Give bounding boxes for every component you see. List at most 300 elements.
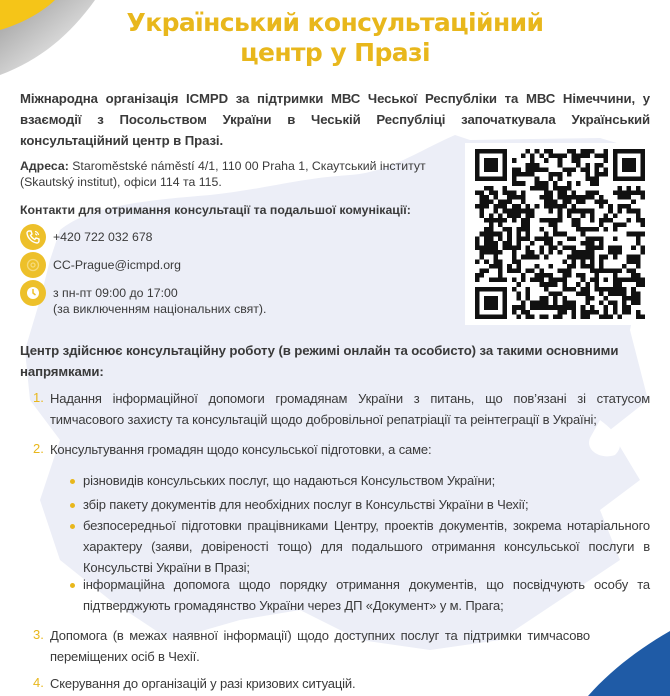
qr-module: [516, 181, 521, 186]
qr-module: [480, 209, 485, 214]
qr-module: [608, 314, 613, 319]
qr-module: [516, 291, 521, 296]
qr-module: [627, 259, 632, 264]
qr-module: [484, 314, 489, 319]
qr-module: [512, 158, 517, 163]
qr-module: [521, 181, 526, 186]
qr-module: [521, 218, 526, 223]
qr-module: [516, 167, 521, 172]
qr-module: [594, 236, 599, 241]
address-value: Staroměstské náměstí 4/1, 110 00 Praha 1, Скаутський інститут (Skautský institut), офіси 114 та 115.: [20, 159, 426, 189]
qr-module: [549, 273, 554, 278]
qr-module: [558, 305, 563, 310]
qr-module: [636, 282, 641, 287]
qr-module: [526, 227, 531, 232]
qr-module: [599, 264, 604, 269]
qr-module: [567, 287, 572, 292]
email-address[interactable]: CC-Prague@icmpd.org: [53, 258, 181, 272]
qr-module: [521, 305, 526, 310]
qr-module: [530, 255, 535, 260]
qr-module: [480, 250, 485, 255]
qr-module: [590, 268, 595, 273]
qr-module: [585, 291, 590, 296]
qr-module: [608, 301, 613, 306]
qr-module: [613, 223, 618, 228]
qr-module: [493, 301, 498, 306]
qr-module: [530, 186, 535, 191]
qr-module: [535, 301, 540, 306]
qr-module: [503, 190, 508, 195]
contact-phone: [20, 224, 153, 250]
qr-module: [581, 291, 586, 296]
qr-module: [585, 172, 590, 177]
qr-module: [498, 314, 503, 319]
qr-module: [516, 259, 521, 264]
email-at-icon: [20, 252, 46, 278]
qr-module: [594, 181, 599, 186]
qr-module: [604, 218, 609, 223]
qr-module: [562, 296, 567, 301]
qr-module: [489, 149, 494, 154]
qr-module: [571, 204, 576, 209]
qr-module: [585, 177, 590, 182]
qr-module: [521, 195, 526, 200]
qr-module: [613, 158, 618, 163]
qr-module: [549, 154, 554, 159]
qr-module: [599, 172, 604, 177]
qr-module: [475, 177, 480, 182]
qr-module: [530, 209, 535, 214]
qr-module: [617, 278, 622, 283]
qr-module: [493, 195, 498, 200]
qr-module: [480, 190, 485, 195]
qr-module: [590, 310, 595, 315]
qr-module: [493, 296, 498, 301]
phone-number[interactable]: +420 722 032 678: [53, 230, 153, 244]
qr-module: [640, 190, 645, 195]
qr-module: [576, 218, 581, 223]
qr-module: [539, 282, 544, 287]
qr-module: [530, 278, 535, 283]
qr-module: [562, 232, 567, 237]
qr-module: [484, 305, 489, 310]
qr-module: [475, 305, 480, 310]
qr-module: [498, 264, 503, 269]
qr-module: [590, 305, 595, 310]
qr-module: [640, 223, 645, 228]
qr-module: [544, 158, 549, 163]
qr-module: [571, 218, 576, 223]
qr-module: [562, 195, 567, 200]
qr-module: [484, 250, 489, 255]
qr-module: [599, 200, 604, 205]
qr-module: [558, 172, 563, 177]
qr-module: [590, 213, 595, 218]
qr-module: [599, 223, 604, 228]
qr-module: [480, 245, 485, 250]
qr-module: [581, 149, 586, 154]
qr-module: [503, 305, 508, 310]
qr-module: [617, 291, 622, 296]
qr-module: [480, 195, 485, 200]
qr-module: [526, 172, 531, 177]
qr-module: [617, 287, 622, 292]
qr-module: [493, 278, 498, 283]
page-title: [0, 8, 670, 68]
qr-module: [590, 264, 595, 269]
qr-module: [562, 287, 567, 292]
qr-module: [608, 209, 613, 214]
qr-module: [516, 195, 521, 200]
qr-module: [516, 213, 521, 218]
qr-module: [558, 209, 563, 214]
qr-module: [475, 241, 480, 246]
qr-module: [562, 154, 567, 159]
qr-module: [585, 154, 590, 159]
qr-module: [549, 200, 554, 205]
qr-module: [526, 163, 531, 168]
qr-module: [489, 301, 494, 306]
qr-module: [544, 167, 549, 172]
qr-module: [489, 232, 494, 237]
qr-module: [636, 186, 641, 191]
sub-list-item-1: різновидів консульських послуг, що надаються Консульством України;: [83, 473, 496, 488]
qr-module: [475, 314, 480, 319]
qr-module: [604, 158, 609, 163]
qr-module: [503, 218, 508, 223]
qr-module: [512, 167, 517, 172]
qr-module: [480, 268, 485, 273]
qr-module: [640, 250, 645, 255]
qr-module: [581, 314, 586, 319]
qr-module: [613, 190, 618, 195]
list-number-3: 3.: [33, 627, 44, 642]
qr-module: [571, 250, 576, 255]
qr-module: [617, 149, 622, 154]
qr-module: [627, 167, 632, 172]
qr-module: [627, 268, 632, 273]
qr-module: [503, 314, 508, 319]
qr-module: [553, 227, 558, 232]
qr-module: [604, 172, 609, 177]
qr-module: [627, 209, 632, 214]
qr-module: [526, 314, 531, 319]
qr-code[interactable]: [465, 143, 655, 325]
qr-module: [631, 167, 636, 172]
qr-module: [526, 245, 531, 250]
qr-module: [507, 209, 512, 214]
qr-module: [489, 223, 494, 228]
qr-module: [539, 167, 544, 172]
qr-module: [636, 310, 641, 315]
qr-module: [599, 291, 604, 296]
qr-module: [608, 218, 613, 223]
qr-module: [567, 149, 572, 154]
qr-module: [480, 149, 485, 154]
qr-module: [581, 209, 586, 214]
qr-module: [539, 181, 544, 186]
qr-module: [493, 264, 498, 269]
qr-module: [627, 195, 632, 200]
qr-module: [535, 177, 540, 182]
qr-module: [640, 232, 645, 237]
list-item-2: Консультування громадян щодо консульської підготовки, а саме:: [50, 442, 432, 457]
qr-module: [484, 186, 489, 191]
qr-module: [521, 273, 526, 278]
sub-list-item-2: збір пакету документів для необхідних послуг в Консульстві України в Чехії;: [83, 497, 529, 512]
qr-module: [530, 250, 535, 255]
qr-module: [493, 190, 498, 195]
qr-module: [480, 213, 485, 218]
qr-module: [636, 209, 641, 214]
qr-module: [631, 163, 636, 168]
qr-module: [581, 259, 586, 264]
qr-module: [631, 200, 636, 205]
qr-module: [622, 305, 627, 310]
qr-module: [521, 301, 526, 306]
qr-module: [512, 218, 517, 223]
qr-module: [521, 172, 526, 177]
qr-module: [493, 250, 498, 255]
qr-module: [489, 227, 494, 232]
qr-module: [535, 273, 540, 278]
qr-module: [567, 273, 572, 278]
qr-module: [516, 245, 521, 250]
qr-module: [484, 245, 489, 250]
qr-module: [530, 167, 535, 172]
qr-module: [489, 167, 494, 172]
qr-module: [599, 241, 604, 246]
qr-module: [576, 154, 581, 159]
qr-module: [576, 163, 581, 168]
qr-module: [544, 241, 549, 246]
qr-module: [636, 296, 641, 301]
qr-module: [558, 250, 563, 255]
qr-module: [484, 301, 489, 306]
qr-module: [503, 209, 508, 214]
qr-module: [507, 190, 512, 195]
qr-module: [493, 177, 498, 182]
qr-module: [480, 255, 485, 260]
qr-module: [475, 236, 480, 241]
qr-module: [489, 264, 494, 269]
qr-module: [558, 218, 563, 223]
qr-module: [475, 287, 480, 292]
qr-module: [636, 264, 641, 269]
qr-module: [604, 278, 609, 283]
qr-module: [503, 158, 508, 163]
qr-module: [475, 190, 480, 195]
qr-module: [590, 190, 595, 195]
qr-module: [562, 190, 567, 195]
qr-module: [512, 195, 517, 200]
qr-module: [590, 236, 595, 241]
qr-module: [590, 177, 595, 182]
qr-module: [489, 213, 494, 218]
qr-module: [567, 209, 572, 214]
qr-module: [571, 154, 576, 159]
qr-module: [484, 287, 489, 292]
qr-module: [535, 278, 540, 283]
qr-module: [594, 268, 599, 273]
qr-module: [526, 268, 531, 273]
qr-module: [503, 163, 508, 168]
qr-module: [553, 278, 558, 283]
qr-module: [503, 204, 508, 209]
qr-module: [627, 186, 632, 191]
qr-module: [549, 204, 554, 209]
qr-module: [544, 287, 549, 292]
qr-module: [571, 236, 576, 241]
qr-module: [553, 245, 558, 250]
qr-module: [627, 177, 632, 182]
qr-module: [622, 310, 627, 315]
qr-module: [585, 245, 590, 250]
qr-module: [489, 287, 494, 292]
qr-module: [585, 282, 590, 287]
qr-module: [503, 227, 508, 232]
qr-module: [608, 245, 613, 250]
contact-hours: [20, 280, 266, 317]
qr-module: [640, 278, 645, 283]
qr-module: [636, 149, 641, 154]
qr-module: [553, 218, 558, 223]
qr-module: [567, 268, 572, 273]
qr-module: [558, 310, 563, 315]
qr-module: [599, 301, 604, 306]
qr-module: [484, 200, 489, 205]
qr-module: [553, 301, 558, 306]
qr-module: [530, 154, 535, 159]
qr-module: [498, 149, 503, 154]
qr-module: [594, 163, 599, 168]
qr-module: [617, 195, 622, 200]
office-hours: [53, 280, 266, 317]
qr-module: [617, 177, 622, 182]
qr-module: [535, 181, 540, 186]
qr-module: [622, 158, 627, 163]
qr-module: [567, 264, 572, 269]
qr-module: [480, 287, 485, 292]
qr-module: [627, 158, 632, 163]
qr-module: [489, 177, 494, 182]
qr-module: [521, 223, 526, 228]
qr-module: [493, 209, 498, 214]
qr-module: [627, 163, 632, 168]
qr-module: [539, 278, 544, 283]
qr-module: [604, 149, 609, 154]
qr-module: [636, 213, 641, 218]
qr-module: [475, 167, 480, 172]
qr-module: [631, 158, 636, 163]
qr-module: [549, 218, 554, 223]
qr-module: [498, 177, 503, 182]
qr-module: [512, 172, 517, 177]
qr-module: [549, 264, 554, 269]
qr-module: [571, 305, 576, 310]
qr-module: [484, 177, 489, 182]
qr-module: [613, 149, 618, 154]
qr-module: [581, 227, 586, 232]
qr-module: [604, 310, 609, 315]
qr-module: [558, 177, 563, 182]
qr-module: [594, 227, 599, 232]
qr-module: [507, 232, 512, 237]
qr-module: [544, 204, 549, 209]
qr-module: [640, 195, 645, 200]
sub-list-item-4: інформаційна допомога щодо порядку отримання документів, що посвідчують особу та підтверджують громадянство України через ДП «Документ» у м. Прага;: [83, 577, 650, 613]
qr-module: [571, 245, 576, 250]
qr-module: [512, 255, 517, 260]
qr-module: [526, 149, 531, 154]
qr-module: [585, 236, 590, 241]
qr-module: [631, 149, 636, 154]
qr-module: [539, 195, 544, 200]
qr-module: [581, 273, 586, 278]
qr-module: [521, 154, 526, 159]
qr-module: [562, 310, 567, 315]
qr-module: [549, 172, 554, 177]
qr-module: [558, 213, 563, 218]
qr-module: [493, 314, 498, 319]
qr-module: [636, 314, 641, 319]
qr-module: [604, 314, 609, 319]
bullet-dot: [70, 479, 75, 484]
qr-module: [507, 264, 512, 269]
qr-module: [594, 287, 599, 292]
qr-module: [576, 282, 581, 287]
qr-module: [604, 200, 609, 205]
qr-module: [631, 296, 636, 301]
qr-module: [544, 273, 549, 278]
office-hours-note: (за виключенням національних свят).: [53, 302, 267, 316]
qr-module: [539, 227, 544, 232]
qr-module: [484, 232, 489, 237]
qr-module: [613, 213, 618, 218]
qr-module: [599, 204, 604, 209]
qr-module: [576, 291, 581, 296]
qr-module: [530, 163, 535, 168]
qr-module: [594, 282, 599, 287]
qr-module: [608, 204, 613, 209]
qr-module: [549, 236, 554, 241]
list-number-1: 1.: [33, 390, 44, 405]
qr-module: [590, 149, 595, 154]
qr-module: [631, 287, 636, 292]
qr-module: [553, 223, 558, 228]
qr-module: [484, 268, 489, 273]
qr-module: [489, 245, 494, 250]
qr-module: [475, 149, 480, 154]
qr-module: [636, 241, 641, 246]
qr-module: [512, 259, 517, 264]
qr-module: [604, 227, 609, 232]
qr-module: [562, 186, 567, 191]
qr-module: [484, 241, 489, 246]
directions-heading: Центр здійснює консультаційну роботу (в режимі онлайн та особисто) за такими основними напрямками:: [20, 343, 619, 379]
qr-module: [585, 301, 590, 306]
qr-module: [549, 245, 554, 250]
qr-module: [521, 209, 526, 214]
qr-module: [581, 154, 586, 159]
bullet-dot: [70, 524, 75, 529]
bullet-dot: [70, 503, 75, 508]
list-item-1: Надання інформаційної допомоги громадянам України з питань, що пов’язані зі статусом тимчасового захисту та консультацій щодо добровільної репатріації та реінтеграції в Україні;: [50, 391, 650, 427]
qr-module: [558, 190, 563, 195]
qr-module: [539, 250, 544, 255]
qr-module: [503, 177, 508, 182]
clock-icon: [20, 280, 46, 306]
